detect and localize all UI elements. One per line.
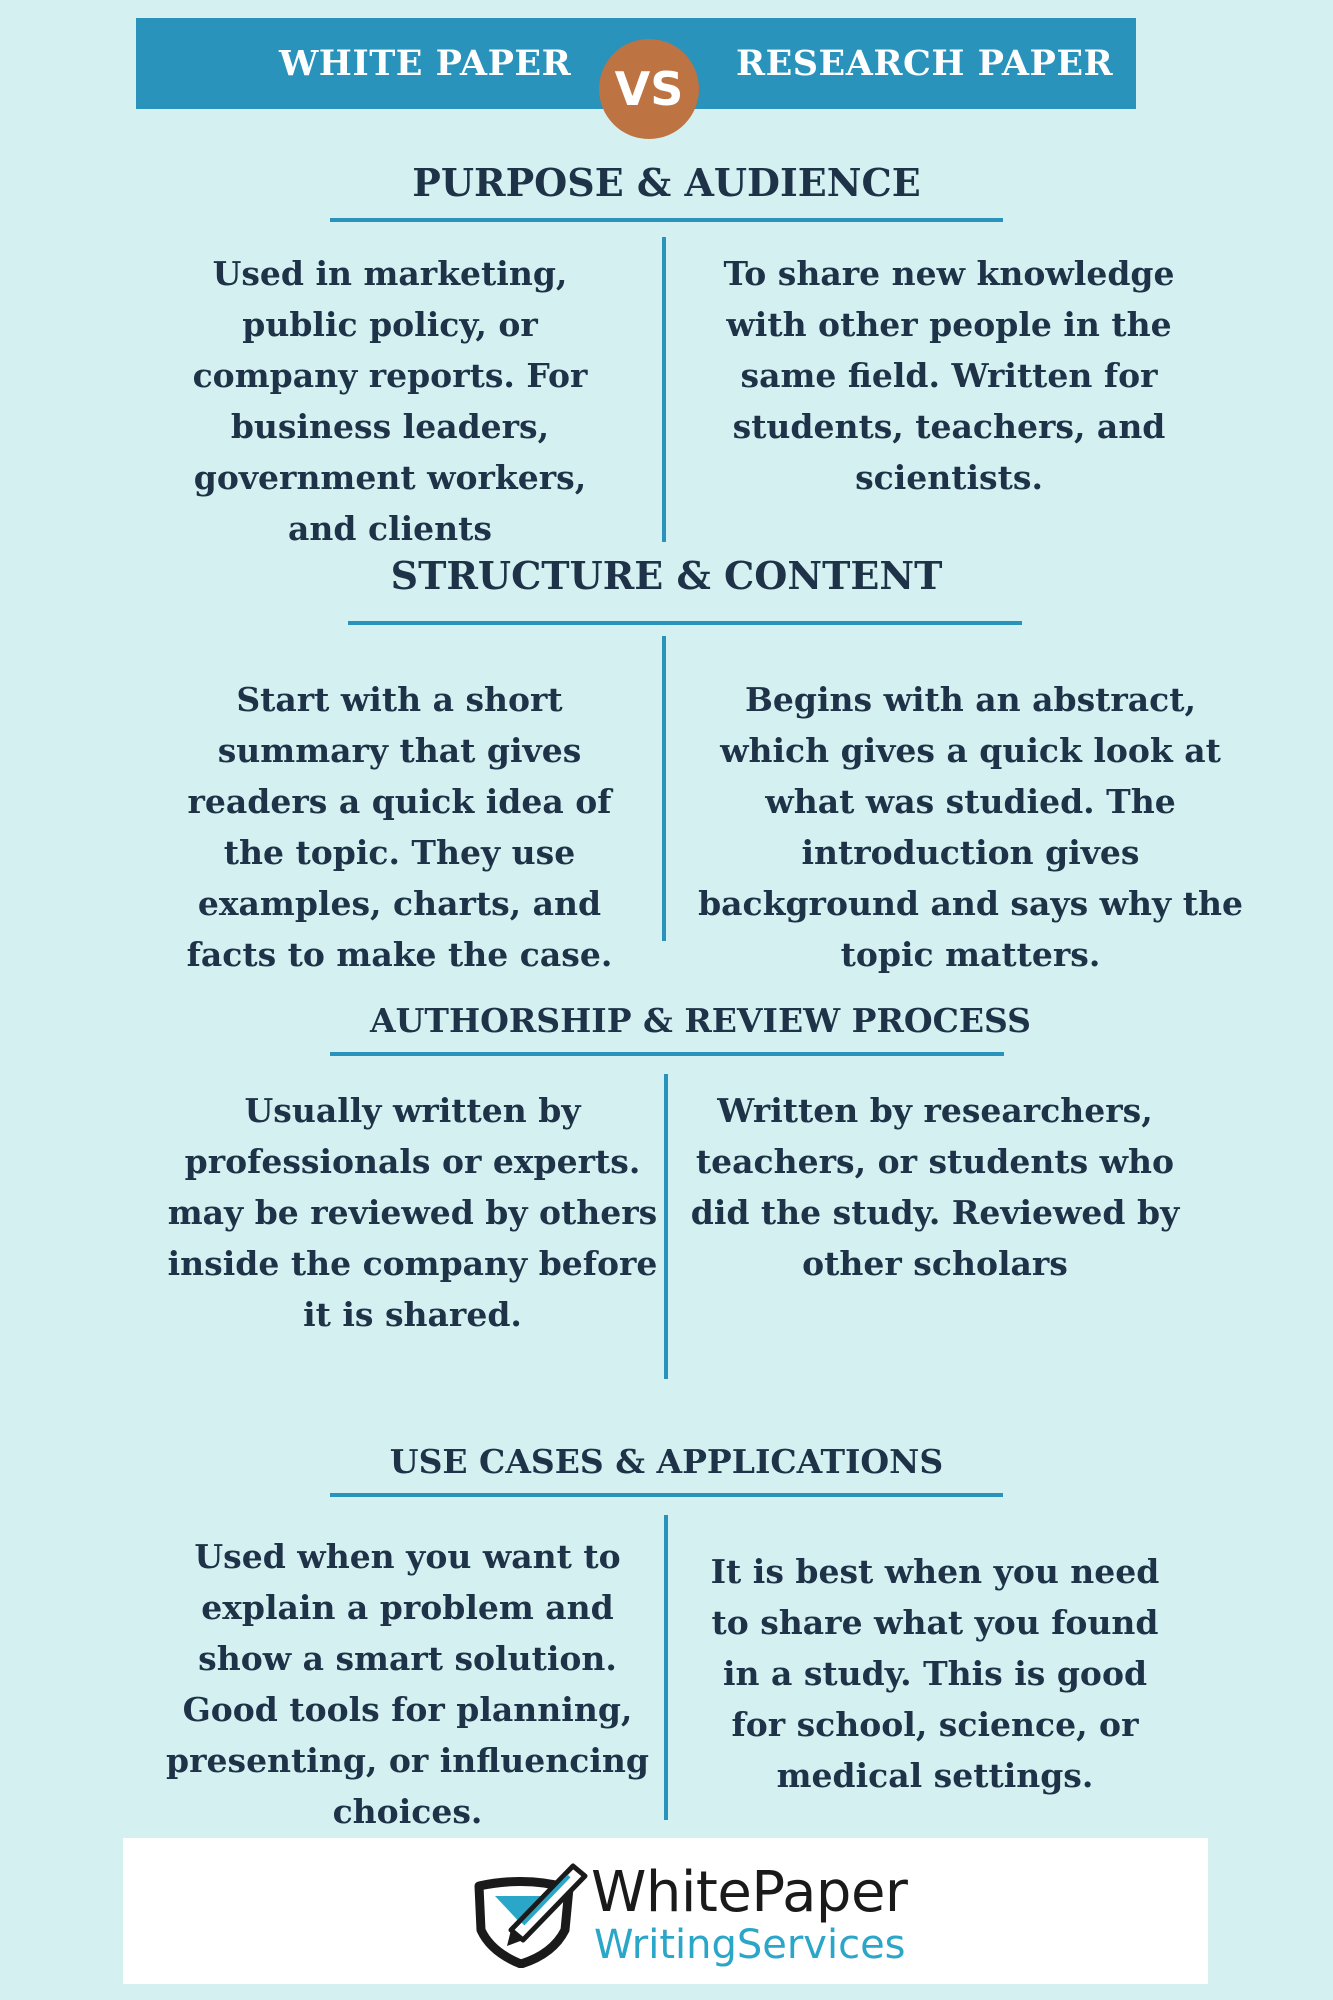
column-divider [662, 237, 666, 542]
structure-white-paper-text: Start with a short summary that gives readers a quick idea of the topic. They use examples, charts, and facts to make the case. [186, 680, 613, 974]
section-underline [330, 1052, 1004, 1056]
section-title-purpose: PURPOSE & AUDIENCE [412, 160, 921, 205]
footer-logo-panel [123, 1838, 1208, 1984]
research-paper-label: RESEARCH PAPER [736, 43, 1114, 84]
structure-research-paper-text: Begins with an abstract, which gives a quick look at what was studied. The introduction gives background and says why the topic matters. [698, 680, 1243, 974]
column-divider [662, 636, 666, 941]
vs-badge: VS [599, 39, 699, 139]
section-underline [348, 621, 1022, 625]
section-underline [330, 1493, 1003, 1497]
brand-name-line1: WhitePaper [591, 1860, 908, 1925]
column-divider [664, 1515, 668, 1820]
section-title-authorship: AUTHORSHIP & REVIEW PROCESS [370, 1001, 1031, 1040]
shield-pen-logo-icon [465, 1858, 595, 1968]
use-cases-research-paper-text: It is best when you need to share what you found in a study. This is good for school, science, or medical settings. [710, 1552, 1160, 1795]
white-paper-label: WHITE PAPER [279, 43, 572, 84]
section-title-structure: STRUCTURE & CONTENT [390, 553, 943, 598]
section-title-use-cases: USE CASES & APPLICATIONS [389, 1442, 944, 1481]
purpose-research-paper-text: To share new knowledge with other people in the same field. Written for students, teachers, and scientists. [723, 254, 1175, 497]
authorship-white-paper-text: Usually written by professionals or experts. may be reviewed by others inside the company before it is shared. [167, 1091, 658, 1334]
use-cases-white-paper-text: Used when you want to explain a problem and show a smart solution. Good tools for planning, presenting, or influencing choices. [166, 1537, 649, 1831]
section-underline [330, 218, 1003, 222]
purpose-white-paper-text: Used in marketing, public policy, or company reports. For business leaders, government workers, and clients [192, 254, 588, 548]
authorship-research-paper-text: Written by researchers, teachers, or students who did the study. Reviewed by other scholars [690, 1091, 1180, 1283]
brand-name-line2: WritingServices [594, 1922, 906, 1968]
